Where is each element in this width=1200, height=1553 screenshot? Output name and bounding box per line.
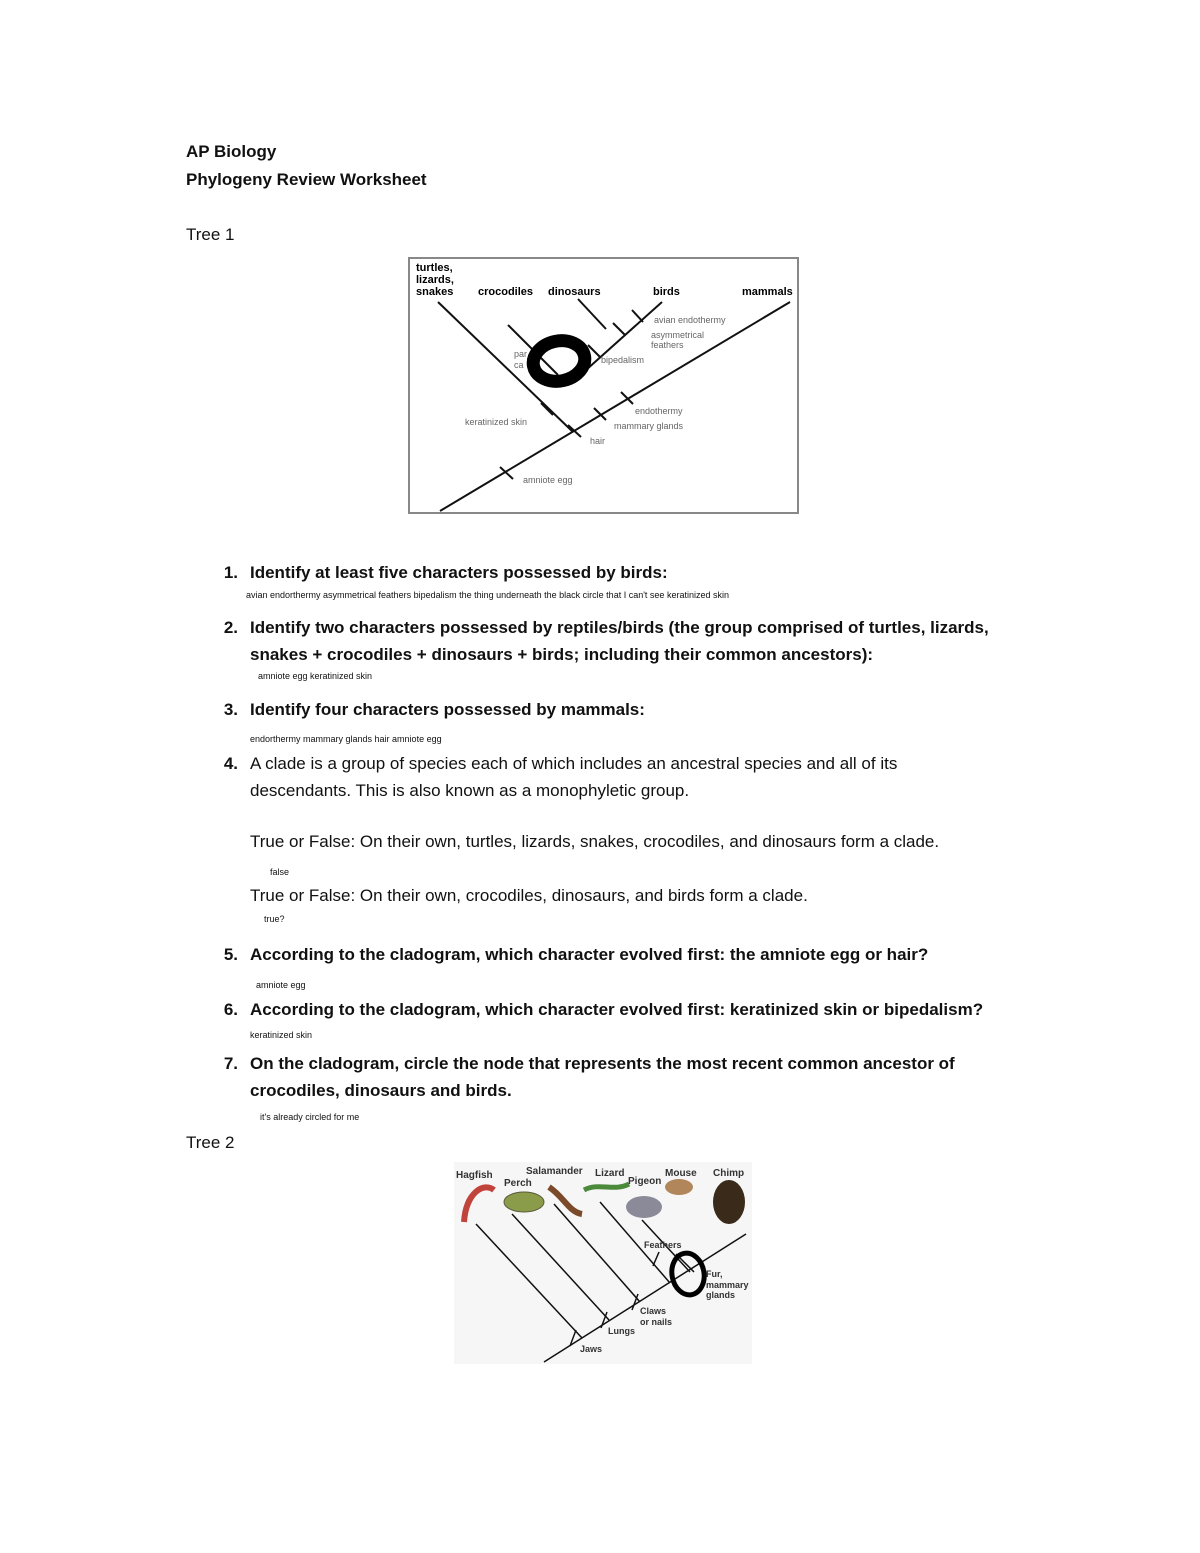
question-number: 5. bbox=[223, 945, 238, 964]
tree2-char-claws1: Claws bbox=[640, 1306, 667, 1316]
tree1-taxon-dinosaurs: dinosaurs bbox=[548, 286, 601, 298]
worksheet-title: Phylogeny Review Worksheet bbox=[186, 170, 427, 189]
tree1-char-hair: hair bbox=[590, 436, 606, 446]
tree2-char-fur2: mammary bbox=[706, 1280, 749, 1290]
question-number: 1. bbox=[223, 563, 238, 582]
tree1-taxon-crocodiles: crocodiles bbox=[478, 286, 534, 298]
tree1-char-keratin: keratinized skin bbox=[465, 417, 528, 427]
answer-7: it's already circled for me bbox=[260, 1112, 360, 1122]
question-text: On the cladogram, circle the node that represents the most recent common ancestor of crocodiles, dinosaurs and birds. bbox=[250, 1054, 955, 1100]
question-number: 6. bbox=[223, 1000, 238, 1019]
tree1-char-mammary: mammary glands bbox=[614, 421, 684, 431]
tree1-frame bbox=[409, 258, 798, 513]
tree2-char-fur3: glands bbox=[706, 1290, 736, 1300]
tree2-taxon-salamander: Salamander bbox=[526, 1166, 583, 1177]
answer-6: keratinized skin bbox=[250, 1030, 313, 1040]
tree1-taxon-mammals: mammals bbox=[742, 286, 793, 298]
tf-question-1: True or False: On their own, turtles, lizards, snakes, crocodiles, and dinosaurs form a clade. bbox=[250, 832, 940, 851]
tree1-taxon-turtles: turtles, bbox=[416, 262, 453, 274]
tree1-taxon-lizards: lizards, bbox=[416, 274, 454, 286]
tree1-char-amniote: amniote egg bbox=[523, 475, 573, 485]
tree2-label: Tree 2 bbox=[186, 1133, 235, 1152]
tree2-taxon-hagfish: Hagfish bbox=[456, 1170, 493, 1181]
tree2-char-fur1: Fur, bbox=[706, 1269, 723, 1279]
question-text: A clade is a group of species each of which includes an ancestral species and all of its descendants. This is also known as a monophyletic group. bbox=[250, 754, 898, 800]
tree1-taxon-snakes: snakes bbox=[416, 286, 454, 298]
chimp-icon bbox=[713, 1180, 745, 1224]
question-text: According to the cladogram, which character evolved first: keratinized skin or bipedalism? bbox=[250, 1000, 984, 1019]
perch-icon bbox=[504, 1192, 544, 1212]
answer-5: amniote egg bbox=[256, 980, 306, 990]
question-text: According to the cladogram, which character evolved first: the amniote egg or hair? bbox=[250, 945, 929, 964]
tree2-char-lungs: Lungs bbox=[608, 1326, 635, 1336]
answer-3: endorthermy mammary glands hair amniote egg bbox=[250, 734, 442, 744]
question-text: Identify four characters possessed by mammals: bbox=[250, 700, 645, 719]
question-text: Identify at least five characters possessed by birds: bbox=[250, 563, 668, 582]
tree2-taxon-pigeon: Pigeon bbox=[628, 1176, 662, 1187]
tree2-taxon-perch: Perch bbox=[504, 1178, 532, 1189]
tree1-char-bipedal: bipedalism bbox=[601, 355, 645, 365]
tree1-char-asym1: asymmetrical bbox=[651, 330, 705, 340]
question-number: 3. bbox=[223, 700, 238, 719]
tree1-char-ca: ca bbox=[514, 360, 524, 370]
tree1-char-avian: avian endothermy bbox=[654, 315, 726, 325]
tree2-char-claws2: or nails bbox=[640, 1317, 673, 1327]
tree1-taxon-birds: birds bbox=[653, 286, 680, 298]
tree1-char-asym2: feathers bbox=[651, 340, 684, 350]
tree1-char-par: par bbox=[514, 349, 528, 359]
question-number: 2. bbox=[223, 618, 238, 637]
answer-1: avian endorthermy asymmetrical feathers bipedalism the thing underneath the black circle that I can't see keratinized skin bbox=[246, 590, 729, 600]
tf-answer-2: true? bbox=[264, 914, 285, 924]
tree1-cladogram bbox=[408, 257, 800, 515]
question-number: 4. bbox=[223, 754, 238, 773]
tree2-cladogram bbox=[454, 1162, 752, 1364]
course-title: AP Biology bbox=[186, 142, 277, 161]
tree2-taxon-mouse: Mouse bbox=[665, 1168, 697, 1179]
tree2-char-feathers: Feathers bbox=[644, 1240, 682, 1250]
pigeon-icon bbox=[626, 1196, 662, 1218]
tree1-char-endothermy: endothermy bbox=[635, 406, 683, 416]
question-text: Identify two characters possessed by reptiles/birds (the group comprised of turtles, lizards, snakes + crocodiles + dinosaurs + birds; including their common ancestors): bbox=[250, 618, 989, 664]
tree2-taxon-chimp: Chimp bbox=[713, 1168, 745, 1179]
tf-answer-1: false bbox=[270, 867, 290, 877]
mouse-icon bbox=[665, 1179, 693, 1195]
answer-2: amniote egg keratinized skin bbox=[258, 671, 373, 681]
tree2-background bbox=[454, 1162, 752, 1364]
tree1-label: Tree 1 bbox=[186, 225, 235, 244]
question-number: 7. bbox=[223, 1054, 238, 1073]
tree2-char-jaws: Jaws bbox=[580, 1344, 603, 1354]
tf-question-2: True or False: On their own, crocodiles, dinosaurs, and birds form a clade. bbox=[250, 886, 808, 905]
tree2-taxon-lizard: Lizard bbox=[595, 1168, 625, 1179]
